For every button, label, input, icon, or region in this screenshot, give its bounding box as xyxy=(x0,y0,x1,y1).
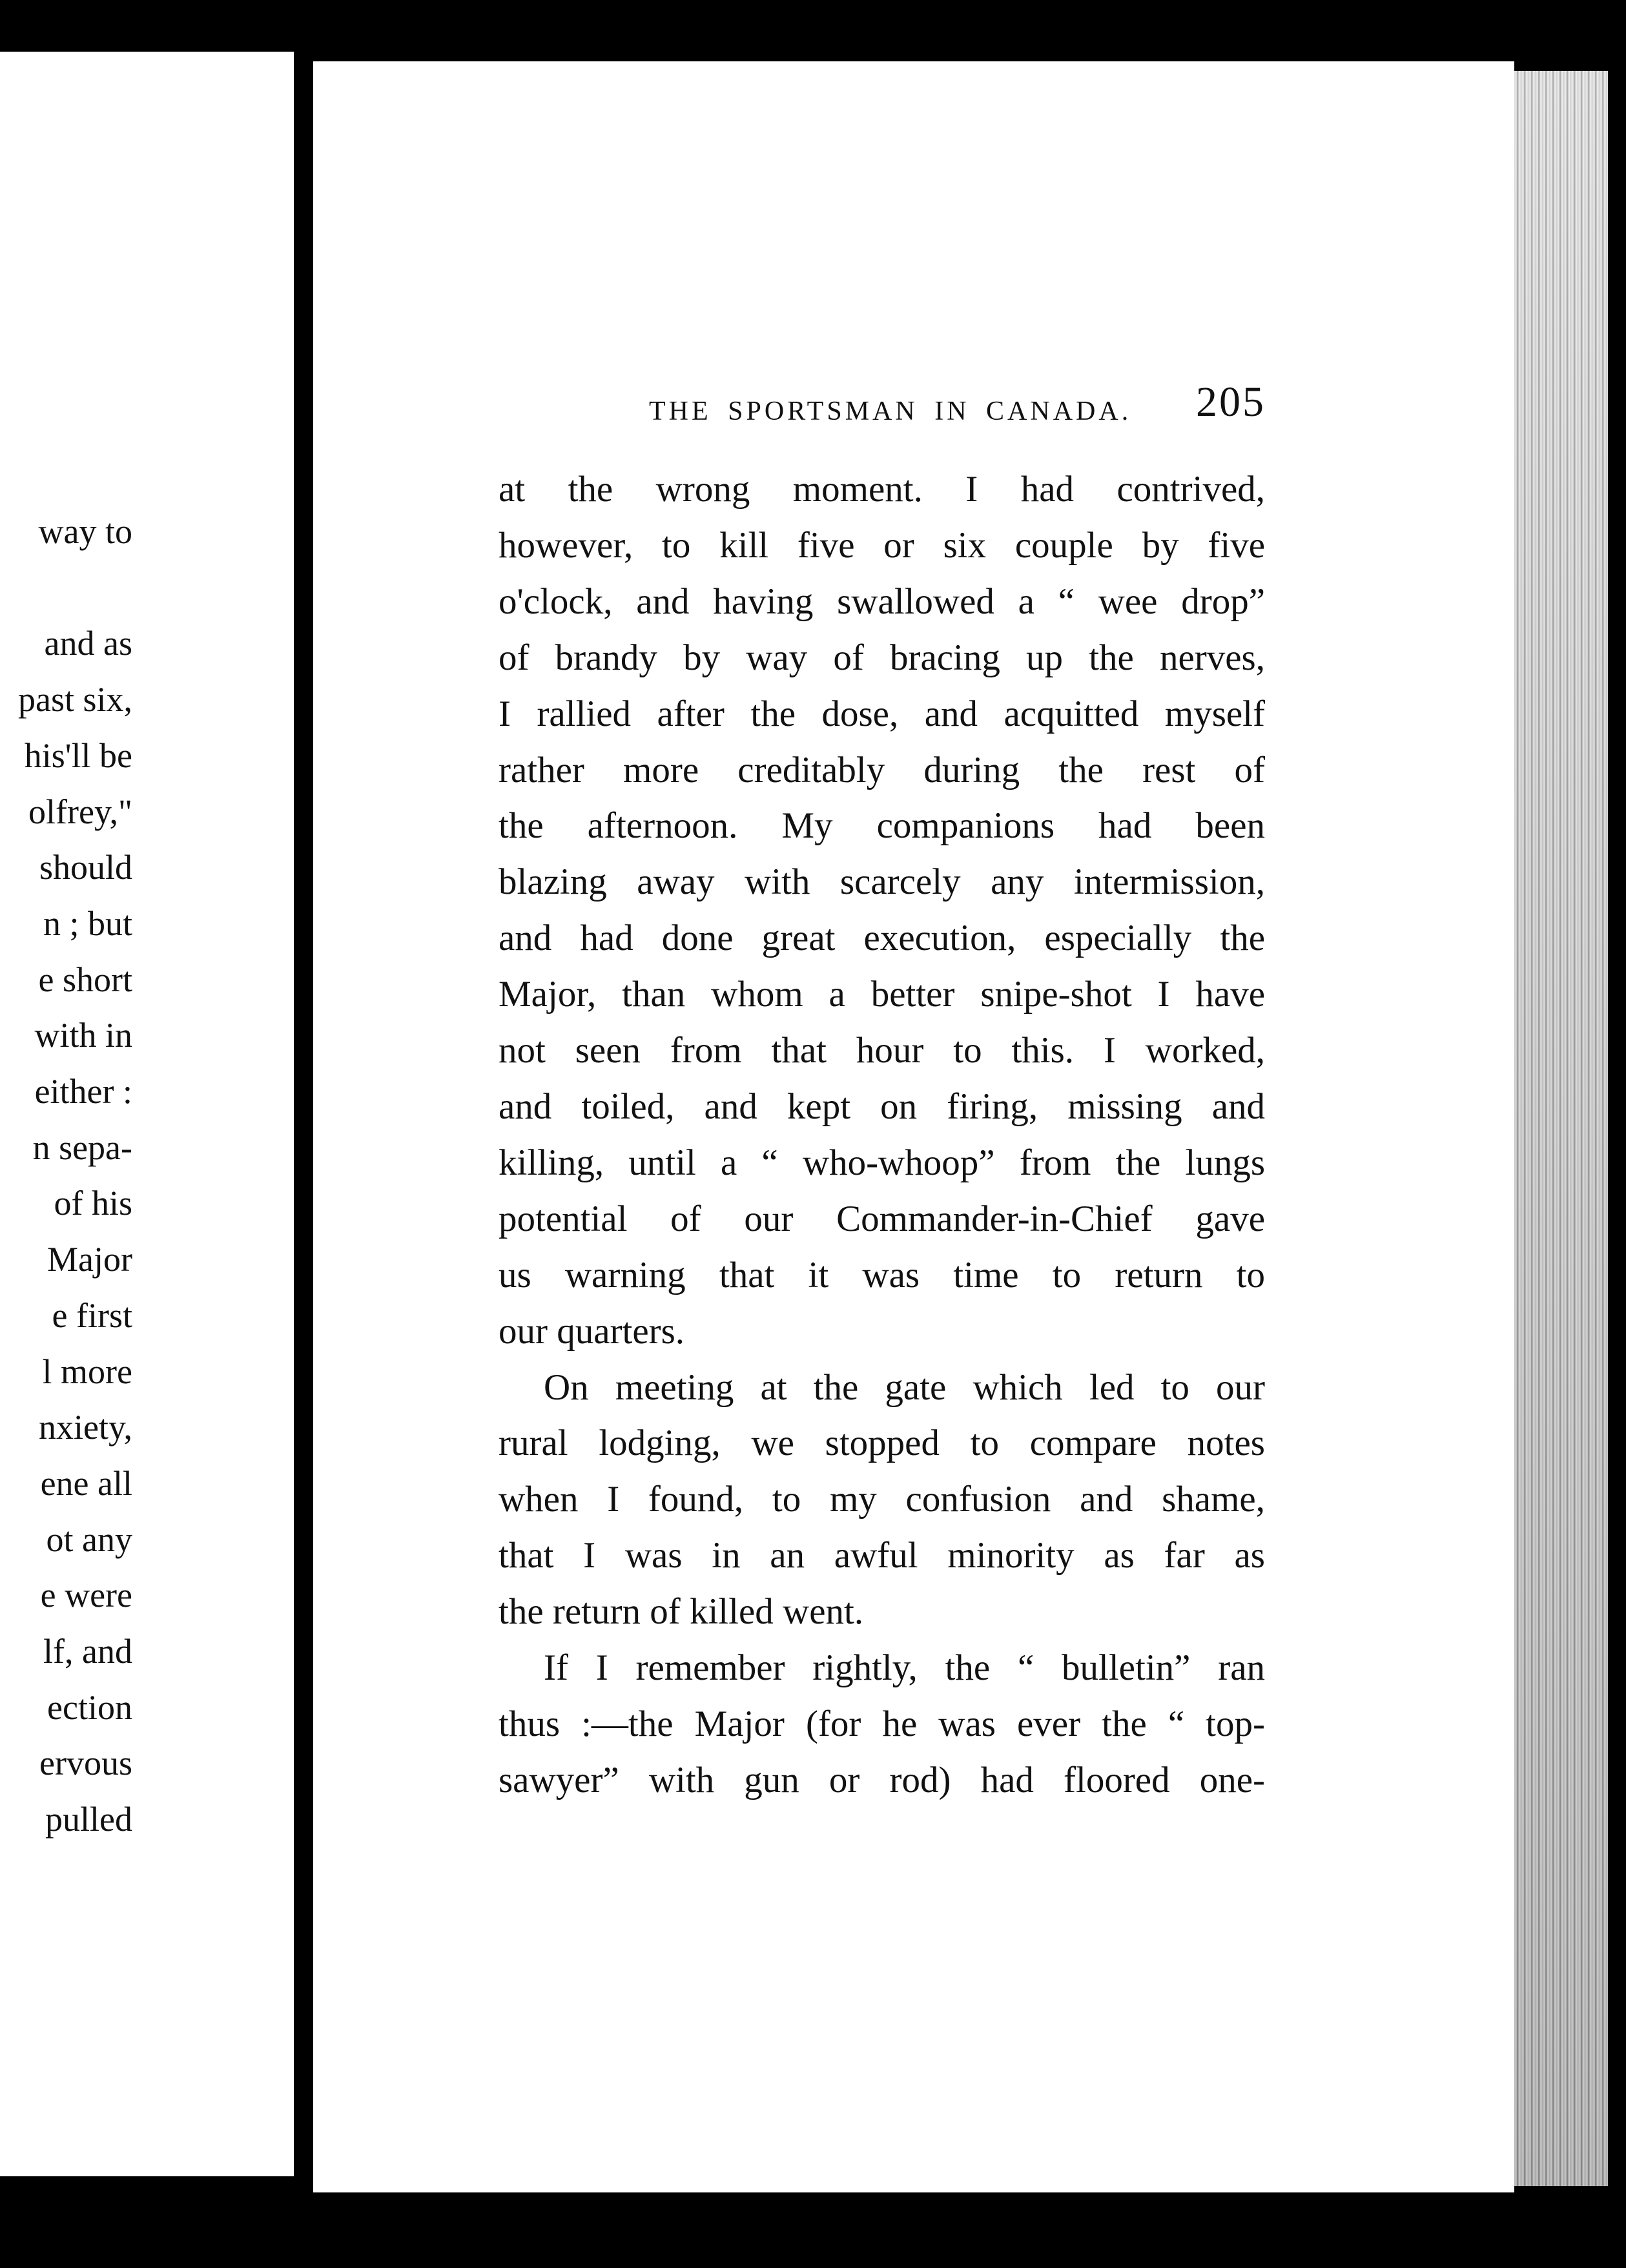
previous-page-line: ot any xyxy=(46,1520,132,1559)
previous-page-line: either : xyxy=(34,1072,132,1111)
text-line: and had done great execution, especially the xyxy=(499,918,1265,959)
text-line: our quarters. xyxy=(499,1310,685,1352)
previous-page-line: past six, xyxy=(17,680,132,719)
text-line: rural lodging, we stopped to compare notes xyxy=(499,1423,1265,1464)
running-title: THE SPORTSMAN IN CANADA. xyxy=(649,397,1132,426)
book-gutter xyxy=(294,45,313,2176)
text-line: potential of our Commander-in-Chief gave xyxy=(499,1198,1265,1239)
text-line: blazing away with scarcely any intermission, xyxy=(499,861,1265,903)
text-line: o'clock, and having swallowed a “ wee drop” xyxy=(499,581,1265,622)
previous-page xyxy=(0,52,294,2176)
text-line: at the wrong moment. I had contrived, xyxy=(499,469,1265,510)
text-line: thus :—the Major (for he was ever the “ top- xyxy=(499,1703,1265,1744)
previous-page-line: his'll be xyxy=(24,736,132,775)
previous-page-line: and as xyxy=(44,624,132,663)
text-line: not seen from that hour to this. I worked, xyxy=(499,1030,1265,1071)
paragraph xyxy=(499,1640,1265,1809)
text-line: however, to kill five or six couple by five xyxy=(499,524,1265,566)
previous-page-text xyxy=(0,504,132,1848)
previous-page-line: nxiety, xyxy=(39,1408,132,1447)
text-line: when I found, to my confusion and shame, xyxy=(499,1479,1265,1520)
previous-page-line: e were xyxy=(40,1576,132,1615)
text-line: sawyer” with gun or rod) had floored one- xyxy=(499,1759,1265,1800)
previous-page-line: should xyxy=(39,848,132,887)
paragraph xyxy=(499,462,1265,1360)
text-line: us warning that it was time to return to xyxy=(499,1254,1265,1295)
previous-page-line: e first xyxy=(52,1295,132,1335)
previous-page-line: ene all xyxy=(40,1463,132,1503)
previous-page-line: with in xyxy=(34,1016,132,1055)
page-header xyxy=(313,378,1266,442)
text-line: that I was in an awful minority as far as xyxy=(499,1535,1265,1576)
text-line: killing, until a “ who-whoop” from the lungs xyxy=(499,1142,1265,1183)
text-line: the afternoon. My companions had been xyxy=(499,805,1265,847)
text-line: I rallied after the dose, and acquitted myself xyxy=(499,693,1265,734)
previous-page-line xyxy=(0,560,132,616)
previous-page-line: ection xyxy=(47,1687,132,1727)
previous-page-line: olfrey," xyxy=(28,792,132,831)
previous-page-line: l more xyxy=(42,1352,132,1391)
previous-page-line: way to xyxy=(38,512,132,551)
text-line: and toiled, and kept on firing, missing and xyxy=(499,1086,1265,1127)
previous-page-line: lf, and xyxy=(43,1632,132,1671)
page-body xyxy=(499,462,1265,1809)
text-line: the return of killed went. xyxy=(499,1591,864,1633)
previous-page-line: pulled xyxy=(45,1800,132,1839)
book-page-edges xyxy=(1514,71,1608,2186)
page-number: 205 xyxy=(1196,378,1266,426)
text-line: If I remember rightly, the “ bulletin” ran xyxy=(544,1647,1265,1689)
current-page xyxy=(313,61,1514,2192)
text-line: Major, than whom a better snipe-shot I have xyxy=(499,974,1265,1015)
paragraph xyxy=(499,1360,1265,1641)
previous-page-line: n sepa- xyxy=(32,1128,132,1167)
previous-page-line: Major xyxy=(47,1240,132,1279)
text-line: rather more creditably during the rest of xyxy=(499,749,1265,790)
previous-page-line: of his xyxy=(54,1184,132,1223)
text-line: of brandy by way of bracing up the nerves, xyxy=(499,637,1265,678)
previous-page-line: n ; but xyxy=(43,903,132,943)
text-line: On meeting at the gate which led to our xyxy=(544,1366,1265,1408)
previous-page-line: e short xyxy=(38,960,132,999)
previous-page-line: ervous xyxy=(39,1744,132,1783)
